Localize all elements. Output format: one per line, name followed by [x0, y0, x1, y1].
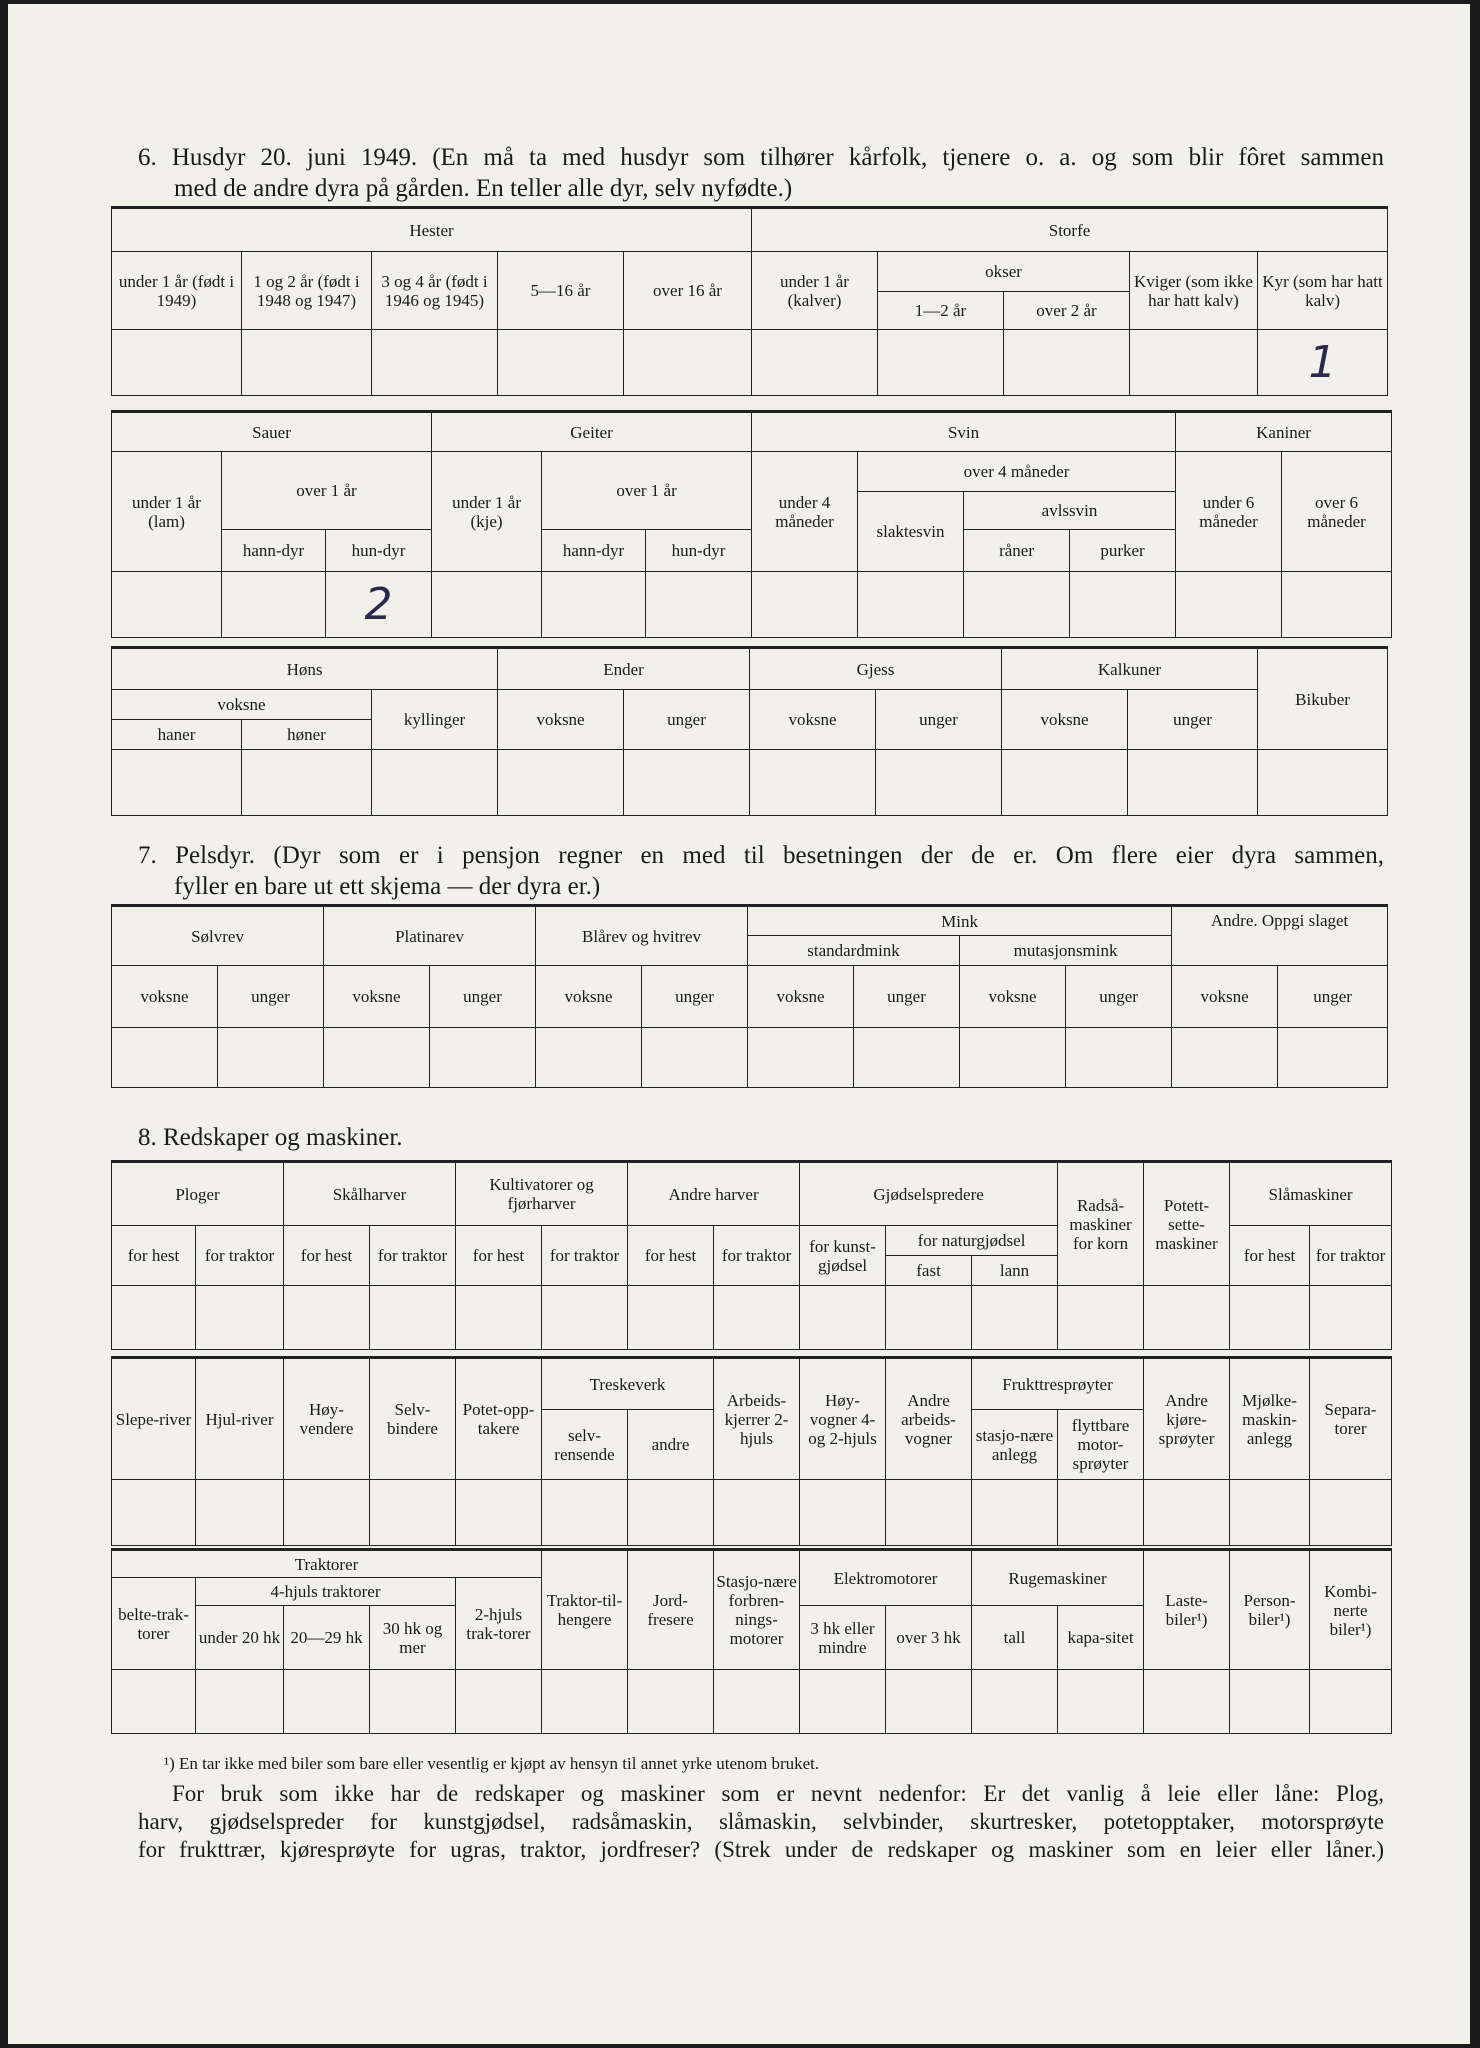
cell[interactable]	[456, 1286, 542, 1350]
header-potettsettemaskiner: Potett-sette-maskiner	[1144, 1162, 1230, 1286]
col-storfe-kalver: under 1 år (kalver)	[752, 252, 878, 330]
col-kviger: Kviger (som ikke har hatt kalv)	[1130, 252, 1258, 330]
cell[interactable]	[800, 1286, 886, 1350]
col-slaktesvin: slaktesvin	[858, 492, 964, 572]
header-traktortilhengere: Traktor-til-hengere	[542, 1550, 628, 1670]
header-gjodselspredere: Gjødselspredere	[800, 1162, 1058, 1226]
cell[interactable]	[624, 750, 750, 816]
cell[interactable]	[886, 1286, 972, 1350]
col-hester-5-16: 5—16 år	[498, 252, 624, 330]
cell[interactable]	[112, 750, 242, 816]
header-ender: Ender	[498, 648, 750, 690]
col-for-hest: for hest	[1230, 1226, 1310, 1286]
col-flyttbare-motorsproyter: flyttbare motor-sprøyter	[1058, 1410, 1144, 1480]
cell[interactable]	[1066, 1028, 1172, 1088]
col-standardmink: standardmink	[748, 936, 960, 966]
cell[interactable]	[498, 750, 624, 816]
col-20-29-hk: 20—29 hk	[284, 1606, 370, 1670]
header-personbiler: Person-biler¹)	[1230, 1550, 1310, 1670]
header-andre-harver: Andre harver	[628, 1162, 800, 1226]
header-platinarev: Platinarev	[324, 906, 536, 966]
cell[interactable]	[972, 1480, 1058, 1546]
cell[interactable]	[628, 1480, 714, 1546]
cell[interactable]	[536, 1028, 642, 1088]
header-rugemaskiner: Rugemaskiner	[972, 1550, 1144, 1606]
col-unger: unger	[430, 966, 536, 1028]
cell[interactable]	[972, 1286, 1058, 1350]
header-frukttresproyter: Frukttresprøyter	[972, 1358, 1144, 1410]
header-jordfresere: Jord-fresere	[628, 1550, 714, 1670]
tractors-motors-table	[111, 1548, 1392, 1734]
col-kapasitet: kapa-sitet	[1058, 1606, 1144, 1670]
cell[interactable]	[112, 1480, 196, 1546]
col-voksne: voksne	[324, 966, 430, 1028]
header-andre: Andre. Oppgi slaget	[1172, 906, 1388, 966]
cell[interactable]	[714, 1480, 800, 1546]
col-hester-1-2: 1 og 2 år (født i 1948 og 1947)	[242, 252, 372, 330]
header-lastebiler: Laste-biler¹)	[1144, 1550, 1230, 1670]
cell[interactable]	[886, 1480, 972, 1546]
cell[interactable]	[1172, 1028, 1278, 1088]
section-6-line-2: med de andre dyra på gården. En teller alle dyr, selv nyfødte.)	[174, 175, 793, 202]
col-fast: fast	[886, 1256, 972, 1286]
col-voksne: voksne	[536, 966, 642, 1028]
cell[interactable]	[370, 1670, 456, 1734]
closing-line-2: harv, gjødselspreder for kunstgjødsel, radsåmaskin, slåmaskin, selvbinder, skurtresker, potetopptaker, motorsprøyte	[138, 1809, 1384, 1834]
col-unger: unger	[642, 966, 748, 1028]
cell[interactable]	[714, 1670, 800, 1734]
cell[interactable]	[218, 1028, 324, 1088]
cell[interactable]	[370, 1480, 456, 1546]
header-kjoresproyter: Andre kjøre-sprøyter	[1144, 1358, 1230, 1480]
cell[interactable]	[542, 1480, 628, 1546]
header-radsamaskiner: Radså-maskiner for korn	[1058, 1162, 1144, 1286]
header-hester: Hester	[112, 208, 752, 252]
col-unger: unger	[1066, 966, 1172, 1028]
col-unger: unger	[218, 966, 324, 1028]
col-geit-over-1: over 1 år	[542, 452, 752, 530]
header-slamaskiner: Slåmaskiner	[1230, 1162, 1392, 1226]
header-stasjonaere-motorer: Stasjo-nære forbren-nings-motorer	[714, 1550, 800, 1670]
header-hjulriver: Hjul-river	[196, 1358, 284, 1480]
col-sau-handyr: hann-dyr	[222, 530, 326, 572]
header-traktorer: Traktorer	[112, 1550, 542, 1578]
col-for-hest: for hest	[284, 1226, 370, 1286]
col-for-hest: for hest	[112, 1226, 196, 1286]
col-under-20-hk: under 20 hk	[196, 1606, 284, 1670]
cell[interactable]	[800, 1480, 886, 1546]
implements-table-1	[111, 1160, 1392, 1350]
header-skalharver: Skålharver	[284, 1162, 456, 1226]
header-mink: Mink	[748, 906, 1172, 936]
header-storfe: Storfe	[752, 208, 1388, 252]
cell[interactable]	[1058, 1286, 1144, 1350]
col-kalkuner-unger: unger	[1128, 690, 1258, 750]
col-stasjonaere-anlegg: stasjo-nære anlegg	[972, 1410, 1058, 1480]
cell[interactable]	[878, 330, 1004, 396]
cell[interactable]	[112, 572, 222, 638]
col-selvrensende: selv-rensende	[542, 1410, 628, 1480]
header-hons: Høns	[112, 648, 498, 690]
closing-line-1: For bruk som ikke har de redskaper og maskiner som er nevnt nedenfor: Er det vanlig å leie eller låne: Plog,	[172, 1781, 1384, 1806]
cell[interactable]	[1278, 1028, 1388, 1088]
col-hons-voksne: voksne	[112, 690, 372, 720]
col-geit-hundyr: hun-dyr	[646, 530, 752, 572]
col-voksne: voksne	[1172, 966, 1278, 1028]
cell[interactable]	[1070, 572, 1176, 638]
col-honer: høner	[242, 720, 372, 750]
header-elektromotorer: Elektromotorer	[800, 1550, 972, 1606]
cell[interactable]	[714, 1286, 800, 1350]
section-8-heading: 8. Redskaper og maskiner.	[138, 1124, 403, 1151]
col-beltetraktorer: belte-trak-torer	[112, 1578, 196, 1670]
cell[interactable]	[242, 750, 372, 816]
section-6-line-1: 6. Husdyr 20. juni 1949. (En må ta med husdyr som tilhører kårfolk, tjenere o. a. og som blir fôret sammen	[138, 144, 1384, 171]
cell[interactable]	[284, 1286, 370, 1350]
cell[interactable]	[1230, 1286, 1310, 1350]
cell[interactable]	[1128, 750, 1258, 816]
poultry-table	[111, 646, 1388, 816]
cell[interactable]	[222, 572, 326, 638]
col-okser-1-2: 1—2 år	[878, 292, 1004, 330]
cell[interactable]	[284, 1670, 370, 1734]
col-for-hest: for hest	[456, 1226, 542, 1286]
cell[interactable]	[112, 1028, 218, 1088]
cell[interactable]	[324, 1028, 430, 1088]
col-voksne: voksne	[112, 966, 218, 1028]
cell[interactable]	[972, 1670, 1058, 1734]
col-voksne: voksne	[748, 966, 854, 1028]
cell[interactable]	[1282, 572, 1392, 638]
cell[interactable]	[196, 1670, 284, 1734]
header-andre-arbeidsvogner: Andre arbeids-vogner	[886, 1358, 972, 1480]
section-7-line-2: fyller en bare ut ett skjema — der dyra er.)	[174, 873, 601, 900]
col-kanin-under-6: under 6 måneder	[1176, 452, 1282, 572]
col-for-traktor: for traktor	[1310, 1226, 1392, 1286]
fur-animals-table	[111, 904, 1388, 1088]
col-hester-3-4: 3 og 4 år (født i 1946 og 1945)	[372, 252, 498, 330]
cell[interactable]	[628, 1670, 714, 1734]
col-hester-over-16: over 16 år	[624, 252, 752, 330]
cell[interactable]	[196, 1480, 284, 1546]
cell[interactable]	[1004, 330, 1130, 396]
cell[interactable]	[752, 572, 858, 638]
col-tall: tall	[972, 1606, 1058, 1670]
header-sauer: Sauer	[112, 412, 432, 452]
header-arbeidskjerrer: Arbeids-kjerrer 2-hjuls	[714, 1358, 800, 1480]
closing-line-3: for frukttrær, kjøresprøyte for ugras, traktor, jordfreser? (Strek under de redskaper og maskiner som en leier eller låner.)	[138, 1837, 1384, 1862]
cell[interactable]	[960, 1028, 1066, 1088]
header-selvbindere: Selv-bindere	[370, 1358, 456, 1480]
col-unger: unger	[854, 966, 960, 1028]
cell[interactable]	[858, 572, 964, 638]
cell[interactable]	[624, 330, 752, 396]
header-hoyvendere: Høy-vendere	[284, 1358, 370, 1480]
col-for-naturgjodsel: for naturgjødsel	[886, 1226, 1058, 1256]
cell[interactable]	[1230, 1480, 1310, 1546]
cell[interactable]	[430, 1028, 536, 1088]
cell[interactable]	[112, 330, 242, 396]
cell[interactable]	[1058, 1670, 1144, 1734]
col-voksne: voksne	[960, 966, 1066, 1028]
cell[interactable]	[964, 572, 1070, 638]
cell[interactable]	[370, 1286, 456, 1350]
cell[interactable]	[1130, 330, 1258, 396]
cell[interactable]	[1310, 1286, 1392, 1350]
col-2-hjuls-traktorer: 2-hjuls trak-torer	[456, 1578, 542, 1670]
header-treskeverk: Treskeverk	[542, 1358, 714, 1410]
col-for-traktor: for traktor	[714, 1226, 800, 1286]
col-avlssvin: avlssvin	[964, 492, 1176, 530]
col-kanin-over-6: over 6 måneder	[1282, 452, 1392, 572]
header-blarev: Blårev og hvitrev	[536, 906, 748, 966]
col-30-hk-og-mer: 30 hk og mer	[370, 1606, 456, 1670]
col-for-hest: for hest	[628, 1226, 714, 1286]
header-kaniner: Kaniner	[1176, 412, 1392, 452]
col-svin-under-4: under 4 måneder	[752, 452, 858, 572]
cell[interactable]	[1230, 1670, 1310, 1734]
kyr-value-cell[interactable]: 1	[1258, 330, 1388, 396]
header-kultivatorer: Kultivatorer og fjørharver	[456, 1162, 628, 1226]
cell[interactable]	[542, 572, 646, 638]
header-gjess: Gjess	[750, 648, 1002, 690]
cell[interactable]	[752, 330, 878, 396]
col-4-hjuls-traktorer: 4-hjuls traktorer	[196, 1578, 456, 1606]
cell[interactable]	[542, 1286, 628, 1350]
col-sau-over-1: over 1 år	[222, 452, 432, 530]
header-kombinerte-biler: Kombi-nerte biler¹)	[1310, 1550, 1392, 1670]
cell[interactable]	[748, 1028, 854, 1088]
col-lam: under 1 år (lam)	[112, 452, 222, 572]
cell[interactable]	[372, 750, 498, 816]
header-potetopptakere: Potet-opp-takere	[456, 1358, 542, 1480]
header-hoyvogner: Høy-vogner 4- og 2-hjuls	[800, 1358, 886, 1480]
header-kalkuner: Kalkuner	[1002, 648, 1258, 690]
cell[interactable]	[432, 572, 542, 638]
col-ender-voksne: voksne	[498, 690, 624, 750]
cell[interactable]	[196, 1286, 284, 1350]
col-for-kunstgjodsel: for kunst-gjødsel	[800, 1226, 886, 1286]
cell[interactable]	[1258, 750, 1388, 816]
cell[interactable]	[642, 1028, 748, 1088]
closing-paragraph	[138, 1780, 1384, 1864]
cell[interactable]	[242, 330, 372, 396]
col-hester-under-1: under 1 år (født i 1949)	[112, 252, 242, 330]
cell[interactable]	[1144, 1286, 1230, 1350]
col-kyr: Kyr (som har hatt kalv)	[1258, 252, 1388, 330]
col-mutasjonsmink: mutasjonsmink	[960, 936, 1172, 966]
col-gjess-unger: unger	[876, 690, 1002, 750]
col-gjess-voksne: voksne	[750, 690, 876, 750]
cell[interactable]	[112, 1670, 196, 1734]
header-mjolkemaskinanlegg: Mjølke-maskin-anlegg	[1230, 1358, 1310, 1480]
cell[interactable]	[1176, 572, 1282, 638]
col-over-3-hk: over 3 hk	[886, 1606, 972, 1670]
col-andre: andre	[628, 1410, 714, 1480]
footnote: ¹) En tar ikke med biler som bare eller vesentlig er kjøpt av hensyn til annet yrke utenom bruket.	[164, 1754, 820, 1773]
header-solvrev: Sølvrev	[112, 906, 324, 966]
col-geit-handyr: hann-dyr	[542, 530, 646, 572]
cell[interactable]	[498, 330, 624, 396]
col-okser-over-2: over 2 år	[1004, 292, 1130, 330]
cell[interactable]	[456, 1480, 542, 1546]
col-svin-over-4: over 4 måneder	[858, 452, 1176, 492]
col-for-traktor: for traktor	[196, 1226, 284, 1286]
cell[interactable]	[876, 750, 1002, 816]
cell[interactable]	[1144, 1670, 1230, 1734]
cell[interactable]	[1310, 1670, 1392, 1734]
header-svin: Svin	[752, 412, 1176, 452]
cell[interactable]	[1310, 1480, 1392, 1546]
header-geiter: Geiter	[432, 412, 752, 452]
col-kalkuner-voksne: voksne	[1002, 690, 1128, 750]
section-6-heading	[138, 142, 1384, 204]
header-bikuber: Bikuber	[1258, 648, 1388, 750]
col-for-traktor: for traktor	[370, 1226, 456, 1286]
section-7-heading	[138, 840, 1384, 902]
cell[interactable]	[750, 750, 876, 816]
col-haner: haner	[112, 720, 242, 750]
col-ender-unger: unger	[624, 690, 750, 750]
cell[interactable]	[372, 330, 498, 396]
cell[interactable]	[800, 1670, 886, 1734]
col-kje: under 1 år (kje)	[432, 452, 542, 572]
col-purker: purker	[1070, 530, 1176, 572]
header-sleperiver: Slepe-river	[112, 1358, 196, 1480]
col-for-traktor: for traktor	[542, 1226, 628, 1286]
livestock-sheep-goats-pigs-table	[111, 410, 1392, 638]
cell[interactable]	[112, 1286, 196, 1350]
cell[interactable]	[1058, 1480, 1144, 1546]
cell[interactable]	[854, 1028, 960, 1088]
cell[interactable]	[886, 1670, 972, 1734]
col-3-hk-eller-mindre: 3 hk eller mindre	[800, 1606, 886, 1670]
sau-hundyr-value-cell[interactable]: 2	[326, 572, 432, 638]
cell[interactable]	[628, 1286, 714, 1350]
cell[interactable]	[284, 1480, 370, 1546]
col-okser: okser	[878, 252, 1130, 292]
cell[interactable]	[456, 1670, 542, 1734]
header-ploger: Ploger	[112, 1162, 284, 1226]
cell[interactable]	[1002, 750, 1128, 816]
col-raner: råner	[964, 530, 1070, 572]
col-sau-hundyr: hun-dyr	[326, 530, 432, 572]
cell[interactable]	[646, 572, 752, 638]
col-unger: unger	[1278, 966, 1388, 1028]
header-separatorer: Separa-torer	[1310, 1358, 1392, 1480]
col-lann: lann	[972, 1256, 1058, 1286]
implements-table-2	[111, 1356, 1392, 1546]
cell[interactable]	[1144, 1480, 1230, 1546]
section-7-line-1: 7. Pelsdyr. (Dyr som er i pensjon regner en med til besetningen der de er. Om flere eier dyra sammen,	[138, 842, 1384, 869]
livestock-horses-cattle-table	[111, 206, 1388, 396]
col-kyllinger: kyllinger	[372, 690, 498, 750]
cell[interactable]	[542, 1670, 628, 1734]
